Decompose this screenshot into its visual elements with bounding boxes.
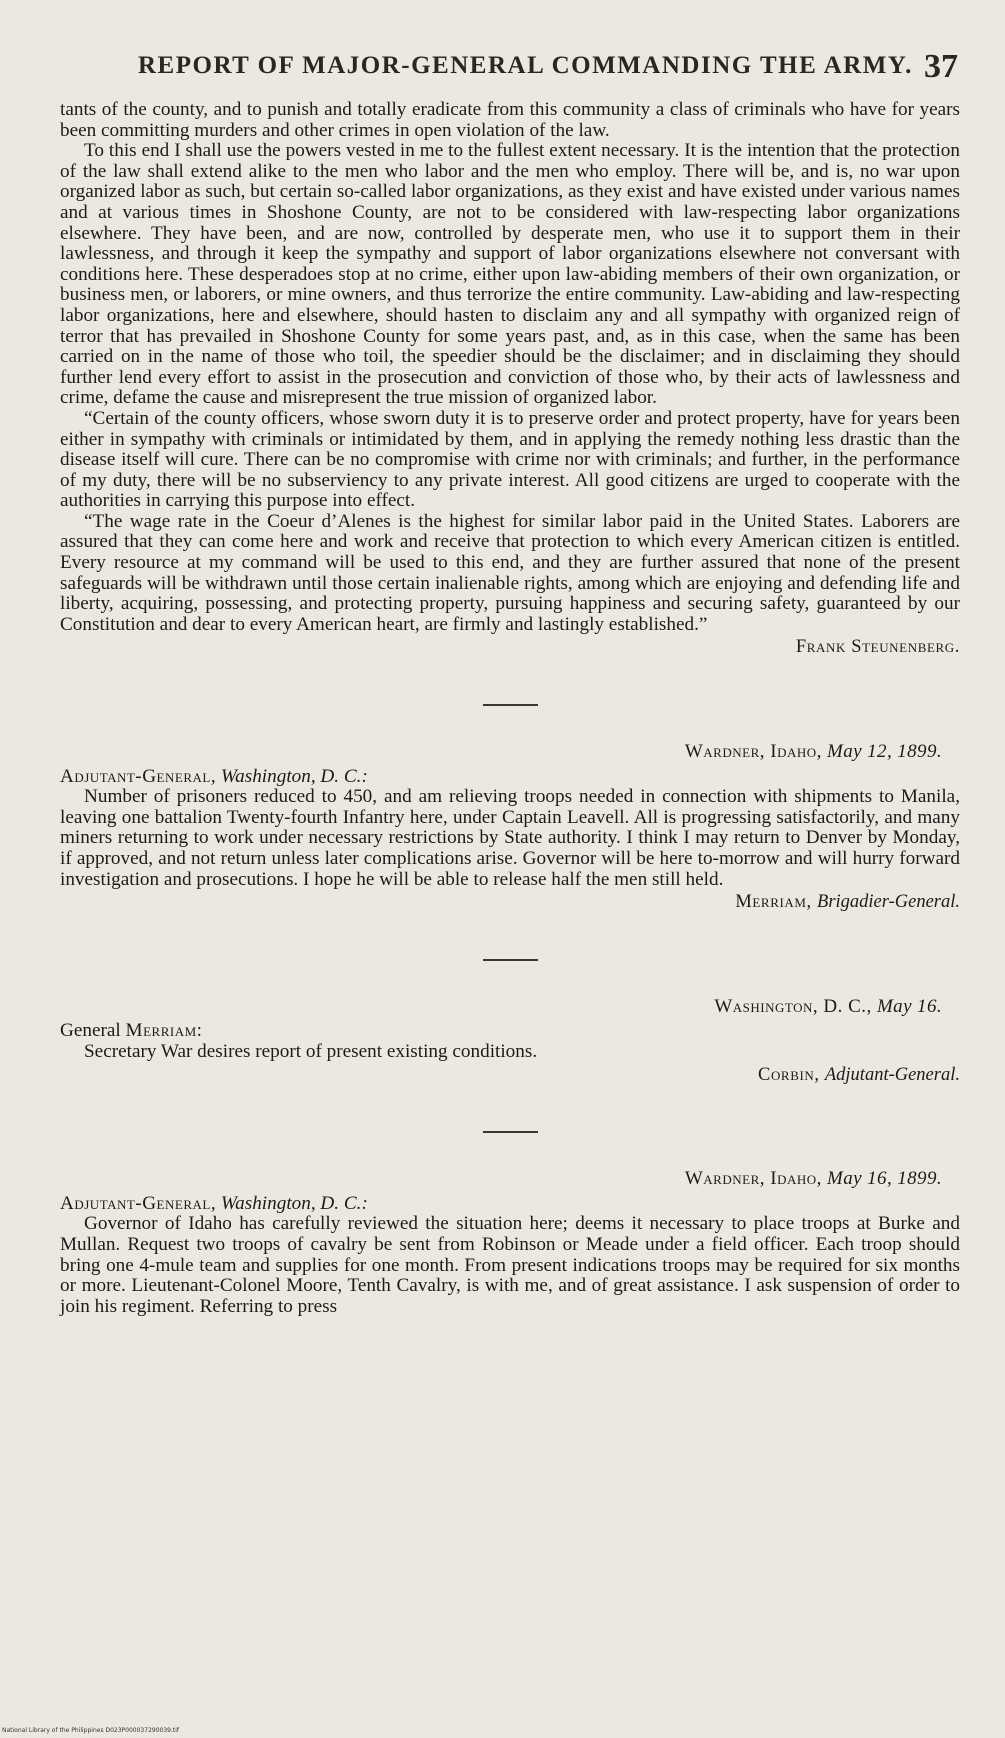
section-divider — [483, 959, 538, 961]
dateline-date: May 16. — [876, 995, 942, 1017]
paragraph: “The wage rate in the Coeur d’Alenes is the highest for similar labor paid in the United States. Laborers are assured that they can come here and work and receive that protection to which every American citizen is entitled. Every resource at my command will be used to this end, and they are further assured that none of the present safeguards will be withdrawn until those certain inalienable rights, among which are enjoying and defending life and liberty, acquiring, possessing, and protecting property, pursuing happiness and securing safety, guaranteed by our Constitution and dear to every American heart, are firmly and lastingly established.” — [60, 510, 960, 635]
signature-title: Brigadier-General. — [817, 892, 960, 913]
signature — [60, 1065, 960, 1086]
addressee-prefix: General — [60, 1020, 121, 1042]
dateline-place: Wardner, Idaho, — [684, 741, 822, 763]
signature-name: Merriam, — [735, 892, 812, 913]
telegram-body: Number of prisoners reduced to 450, and am relieving troops needed in connection with shipments to Manila, leaving one battalion Twenty-fourth Infantry here, under Captain Leavell. All is progressing satisfactorily, and many miners returning to work under necessary restrictions by State authority. I think I may return to Denver by Monday, if approved, and not return unless later complications arise. Governor will be here to-morrow and will hurry forward investigation and prosecutions. I hope he will be able to release half the men still held. — [60, 786, 960, 890]
dateline-date: May 16, 1899. — [827, 1168, 942, 1190]
addressee — [60, 1021, 960, 1042]
signature-name: Corbin, — [758, 1064, 820, 1085]
dateline — [60, 1169, 960, 1190]
section-divider — [483, 704, 538, 706]
paragraph: tants of the county, and to punish and totally eradicate from this community a class of criminals who have for years been committing murders and other crimes in open violation of the law. — [60, 99, 960, 141]
dateline-place: Wardner, Idaho, — [684, 1168, 822, 1190]
addressee — [60, 767, 960, 788]
section-divider — [483, 1131, 538, 1133]
page-header — [78, 48, 958, 92]
signature: Frank Steunenberg. — [795, 637, 960, 658]
addressee-place: Washington, D. C.: — [220, 1192, 368, 1214]
addressee-name: Adjutant-General, — [60, 765, 217, 787]
paragraph: To this end I shall use the powers vested in me to the fullest extent necessary. It is the intention that the protection of the law shall extend alike to the men who labor and the men who employ. There will be, and is, no war upon organized labor as such, but certain so-called labor organizations, as they exist and have existed under various names and at various times in Shoshone County, are not to be considered with law-respecting labor organizations elsewhere. They have been, and are now, controlled by desperate men, who use it to support them in their lawlessness, and through it keep the sympathy and support of labor organizations elsewhere not conversant with conditions here. These desperadoes stop at no crime, either upon law-abiding members of their own organization, or business men, or laborers, or mine owners, and thus terrorize the entire community. Law-abiding and law-respecting labor organizations, here and elsewhere, should hasten to disclaim any and all sympathy with organized reign of terror that has prevailed in Shoshone County for some years past, and, as in this case, when the same has been carried on in the name of those who toil, the speedier should be the disclaimer; and in disclaiming they should further lend every effort to assist in the prosecution and conviction of those who, by their acts of lawlessness and crime, defame the cause and misrepresent the true mission of organized labor. — [60, 140, 960, 409]
telegram-body: Secretary War desires report of present existing conditions. — [84, 1040, 538, 1062]
dateline-date: May 12, 1899. — [827, 741, 942, 763]
signature-title: Adjutant-General. — [824, 1064, 960, 1085]
dateline — [60, 997, 960, 1018]
paragraph: “Certain of the county officers, whose sworn duty it is to preserve order and protect property, have for years been either in sympathy with criminals or intimidated by them, and in applying the remedy nothing less drastic than the disease itself will cure. There can be no compromise with crime nor with criminals; and further, in the performance of my duty, there will be no subserviency to any private interest. All good citizens are urged to cooperate with the authorities in carrying this purpose into effect. — [60, 407, 960, 512]
scan-footer-note: National Library of the Philippines D023P000037290039.tif — [2, 1727, 180, 1734]
dateline-place: Washington, D. C., — [714, 995, 872, 1017]
running-title: REPORT OF MAJOR-GENERAL COMMANDING THE ARMY. — [138, 52, 913, 79]
page-number: 37 — [924, 48, 958, 85]
addressee-name: Adjutant-General, — [60, 1192, 217, 1214]
addressee-place: Washington, D. C.: — [220, 765, 368, 787]
signature — [60, 892, 960, 913]
page-body — [60, 100, 960, 1317]
addressee — [60, 1194, 960, 1215]
addressee-name: Merriam: — [125, 1020, 203, 1042]
telegram-body: Governor of Idaho has carefully reviewed the situation here; deems it necessary to place troops at Burke and Mullan. Request two troops of cavalry be sent from Robinson or Meade under a field officer. Each troop should bring one 4-mule team and supplies for one month. From present indications troops may be required for six months or more. Lieutenant-Colonel Moore, Tenth Cavalry, is with me, and of great assistance. I ask suspension of order to join his regiment. Referring to press — [60, 1213, 960, 1317]
dateline — [60, 742, 960, 763]
